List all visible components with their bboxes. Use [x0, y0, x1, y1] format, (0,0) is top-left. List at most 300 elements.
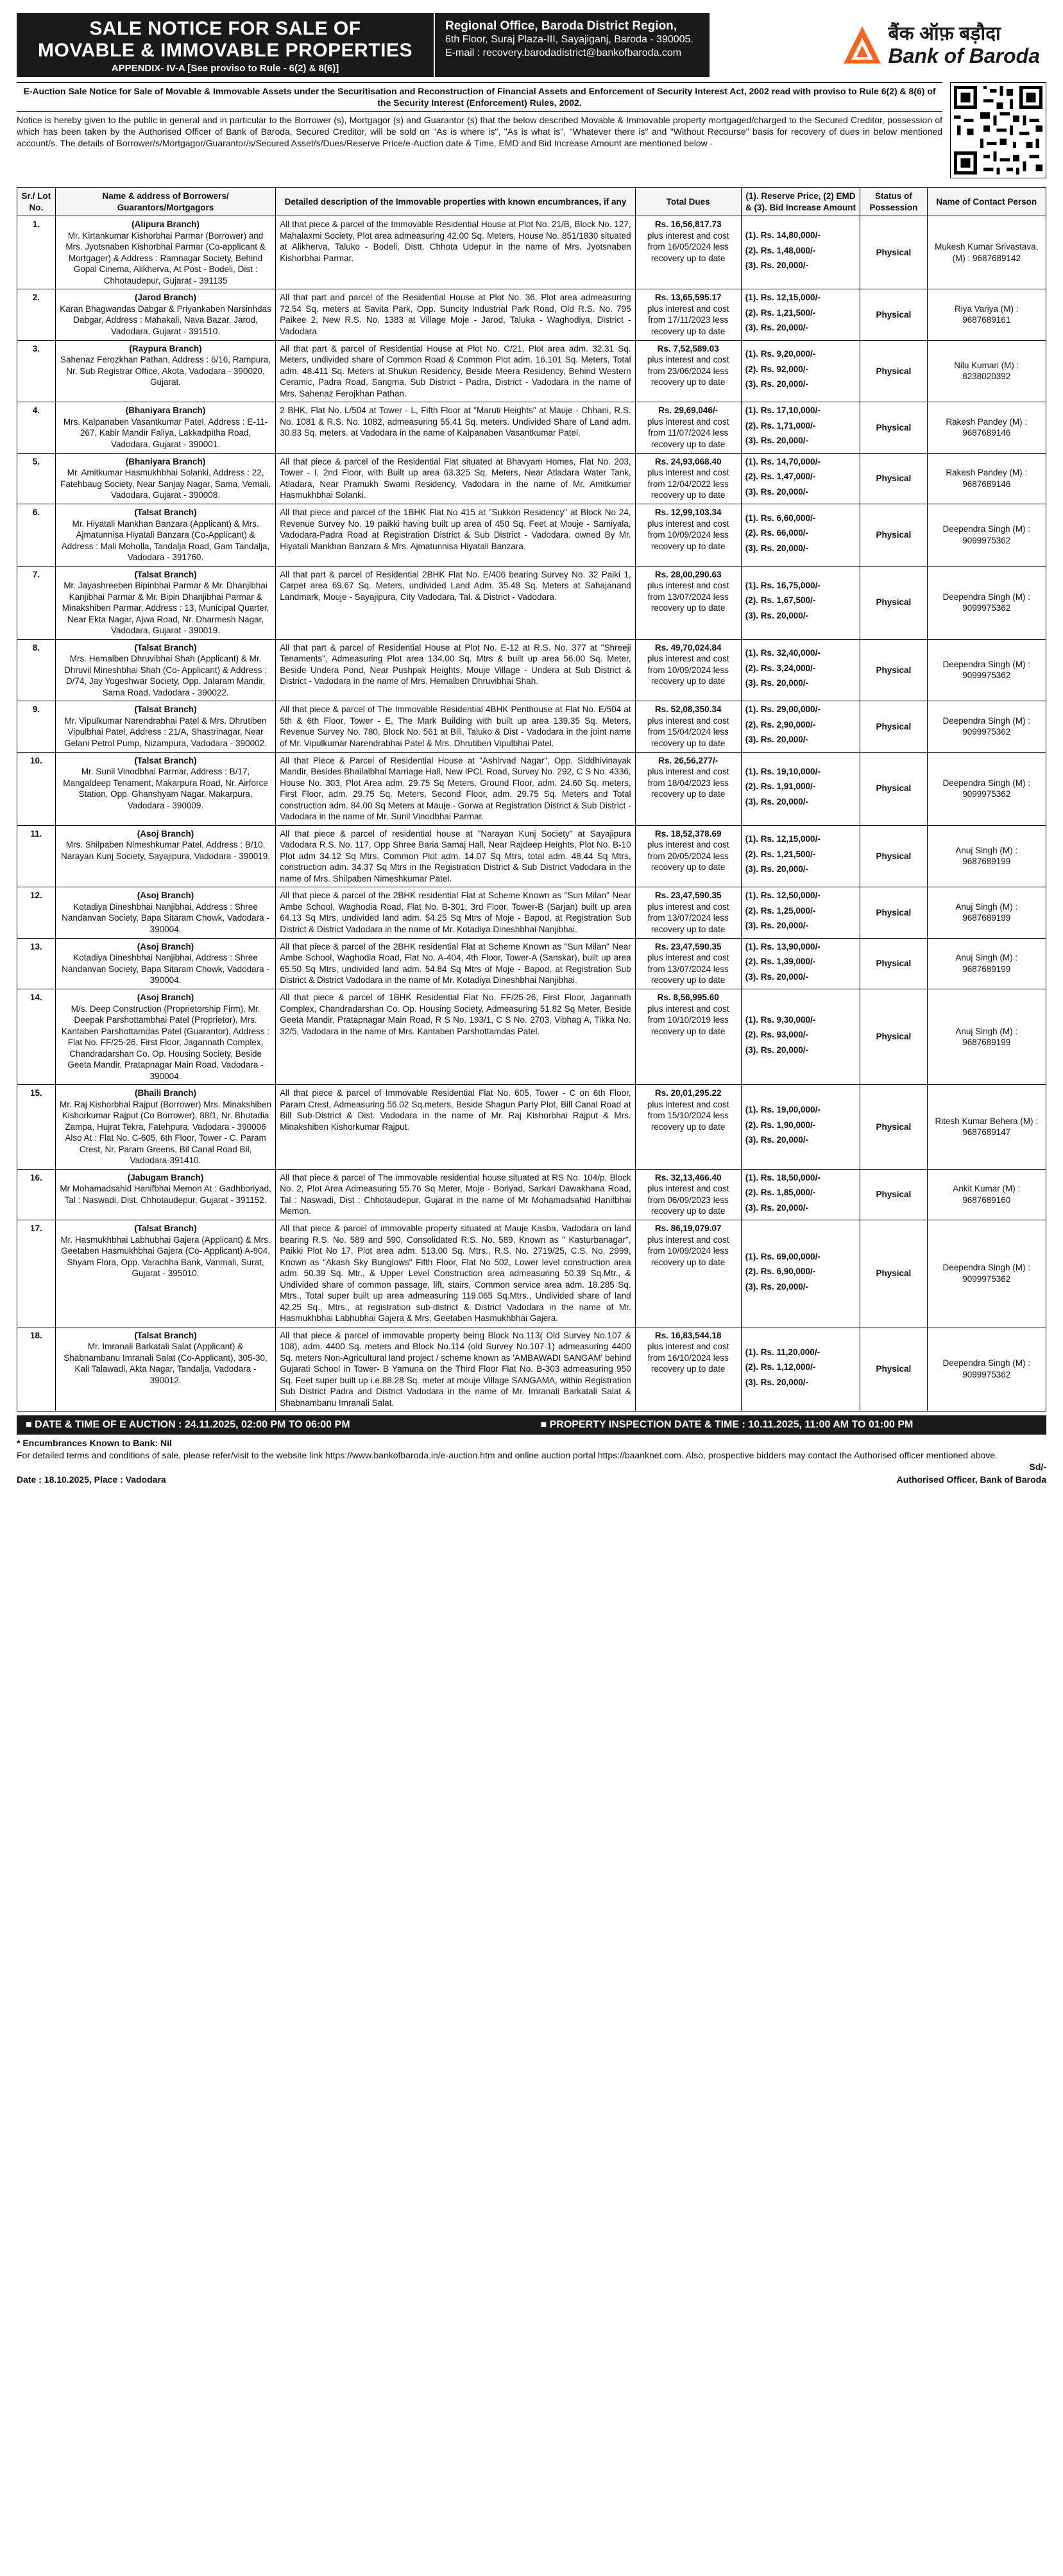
- branch-name: (Talsat Branch): [134, 755, 197, 765]
- reserve-price: (1). Rs. 9,20,000/-: [745, 349, 816, 359]
- contact-person: Ankit Kumar (M) : 9687689160: [927, 1169, 1046, 1220]
- possession-status: Physical: [860, 402, 927, 454]
- dues-amount: Rs. 8,56,995.60: [657, 993, 719, 1002]
- dues-note: plus interest and cost from 10/10/2019 less recovery up to date: [647, 1003, 729, 1036]
- bid-increase: (3). Rs. 20,000/-: [745, 486, 809, 497]
- bid-increase: (3). Rs. 20,000/-: [745, 1135, 809, 1145]
- table-row: [17, 989, 1046, 1085]
- dues-cell: [635, 752, 741, 825]
- borrower-details: Mr. Jayashreeben Bipinbhai Parmar & Mr. Dhanjibhai Kanjibhai Parmar & Mr. Bipin Dhanjibhai Parmar & Minakshiben Parmar, Address : 13, Municipal Quarter, Near Ekta Nagar, Ajwa Road, Nr. Dharmesh Nagar, Vadodara, Gujarat - 390019.: [62, 581, 269, 635]
- borrower-details: Mr. Sunil Vinodbhai Parmar, Address : B/17, Mangaldeep Tenament, Makarpura Road, Nr. Airforce Station, Opp. Ghanshyam Nagar, Makarpura, Vadodara - 390009.: [63, 767, 268, 810]
- lot-number: 15.: [17, 1085, 56, 1170]
- contact-person: Deependra Singh (M) : 9099975362: [927, 1220, 1046, 1327]
- office-address: 6th Floor, Suraj Plaza-III, Sayajiganj, Baroda - 390005.: [445, 34, 693, 45]
- table-row: [17, 701, 1046, 753]
- bid-increase: (3). Rs. 20,000/-: [745, 971, 809, 982]
- dues-cell: [635, 1220, 741, 1327]
- possession-status: Physical: [860, 1220, 927, 1327]
- dues-amount: Rs. 28,00,290.63: [654, 569, 722, 579]
- footer-notes: [17, 1437, 1046, 1462]
- dues-cell: [635, 453, 741, 504]
- office-name: Regional Office, Baroda District Region,: [445, 19, 677, 33]
- lot-number: 6.: [17, 504, 56, 567]
- title-line-3: APPENDIX- IV-A [See proviso to Rule - 6(2) & 8(6)]: [111, 63, 339, 74]
- logo-text-english: Bank of Baroda: [888, 44, 1040, 67]
- emd-amount: (2). Rs. 1,90,000/-: [745, 1120, 816, 1130]
- branch-name: (Talsat Branch): [134, 569, 197, 579]
- bid-increase: (3). Rs. 20,000/-: [745, 1202, 809, 1213]
- reserve-price: (1). Rs. 14,70,000/-: [745, 456, 821, 466]
- signature: Sd/-: [1029, 1462, 1046, 1472]
- borrower-cell: [55, 216, 275, 289]
- property-description: All that piece & parcel of immovable property situated at Mauje Kasba, Vadodara on land bearing R.S. No. 589 and 590, Consolidated R.S. No. 589, Known as " Kasturbanagar", Paikki Plot No 17, Plot area adm. 513.00 Sq. Mtrs., R.S. No. 2719/25, C.S. No. 2999, Known as "Akash Sky Bunglows" Fifth Floor, Flat No 502, Lower level construction area adm. 50.39 Sq. Mtr., & Upper Level Construction area admeasuring 50.39 Sq.Mtr., & Undivided share of common passage, lift, stairs, Common service area adm. 18.285 Sq. Mtrs., Total super built up area admeasuring 119.065 Sq.Mtrs., Undivided share of land 42.25 Sq., Mtrs., at registration sub-district & District Vadodara in the name of Mr. Hasmukhbhai Labhubhai Gajera & Mrs. Geetaben Hasmukhbhai Gajera.: [276, 1220, 635, 1327]
- branch-name: (Jabugam Branch): [127, 1172, 204, 1182]
- table-row: [17, 1220, 1046, 1327]
- dues-cell: [635, 289, 741, 341]
- possession-status: Physical: [860, 701, 927, 753]
- lot-number: 8.: [17, 639, 56, 701]
- borrower-cell: [55, 989, 275, 1085]
- col-header-possession: Status of Possession: [860, 188, 927, 216]
- branch-name: (Raypura Branch): [129, 343, 202, 354]
- emd-amount: (2). Rs. 1,91,000/-: [745, 781, 816, 792]
- sign-row: [17, 1474, 1046, 1485]
- emd-amount: (2). Rs. 93,000/-: [745, 1030, 809, 1040]
- borrower-cell: [55, 825, 275, 887]
- property-description: All that piece & parcel of the 2BHK residential Flat at Scheme Known as "Sun Milan" Near Ambe School, Waghodia Road, Flat No. A-404, 4th Floor, Tower-A (Sanskar), built up area 65.50 Sq Mtrs, undivided land adm. 54.84 Sq Mtrs of Moje - Bapod, at Registration Sub District & District Vadodara in the name of Mr. Kotadiya Dineshbhai Nanjibhai.: [276, 938, 635, 989]
- borrower-details: Mr. Amitkumar Hasmukhbhai Solanki, Address : 22, Fatehbaug Society, Near Sanjay Nagar, Sama, Vemali, Vadodara, Gujarat - 390008.: [60, 468, 271, 500]
- reserve-price: (1). Rs. 16,75,000/-: [745, 580, 821, 590]
- lot-number: 2.: [17, 289, 56, 341]
- branch-name: (Talsat Branch): [134, 1224, 197, 1233]
- price-cell: [741, 989, 860, 1085]
- intro-body: Notice is hereby given to the public in general and in particular to the Borrower (s), Mortgagor (s) and Guarantor (s) that the below described Movable & Immovable property mortgaged/charged to the Secured Creditor, possession of which has been taken by the Authorised Officer of Bank of Baroda, Secured Creditor, will be sold on "As is where is", "As is what is", "Whatever there is" and "Without Recourse" basis for recovery of dues in below mentioned account/s. The details of Borrower/s/Mortgagor/Guarantor/s/Secured Asset/s/Dues/Reserve Price/e-Auction date & Time, EMD and Bid Increase Amount are mentioned below -: [17, 115, 942, 148]
- lot-number: 7.: [17, 566, 56, 639]
- dues-amount: Rs. 52,08,350.34: [654, 704, 722, 714]
- table-row: [17, 752, 1046, 825]
- dues-amount: Rs. 18,52,378.69: [654, 828, 722, 839]
- dues-amount: Rs. 86,19,079.07: [654, 1224, 722, 1233]
- emd-amount: (2). Rs. 1,71,000/-: [745, 420, 816, 431]
- borrower-cell: [55, 701, 275, 753]
- price-cell: [741, 887, 860, 939]
- bid-increase: (3). Rs. 20,000/-: [745, 543, 809, 553]
- authorised-officer: Authorised Officer, Bank of Baroda: [896, 1474, 1046, 1485]
- col-header-dues: Total Dues: [635, 188, 741, 216]
- contact-person: Mukesh Kumar Srivastava, (M) : 9687689142: [927, 216, 1046, 289]
- reserve-price: (1). Rs. 32,40,000/-: [745, 648, 821, 658]
- terms-note: For detailed terms and conditions of sale, please refer/visit to the website link https://www.bankofbaroda.in/e-auction.htm and online auction portal https://baanknet.com. Also, prospective bidders may contact the Authorised officer mentioned above.: [17, 1450, 998, 1460]
- dues-amount: Rs. 32,13,466.40: [654, 1172, 722, 1182]
- reserve-price: (1). Rs. 19,00,000/-: [745, 1105, 821, 1114]
- lot-number: 1.: [17, 216, 56, 289]
- table-row: [17, 1169, 1046, 1220]
- borrower-cell: [55, 752, 275, 825]
- property-description: 2 BHK, Flat No. L/504 at Tower - L, Fifth Floor at "Maruti Heights" at Mauje - Chhani, R.S. No. 1081 & R.S. No. 1082, admeasuring 55.41 Sq. meters. Undivided Share of Land adm. 30.83 Sq. meters. at Vadodara in the name of Kalpanaben Vasantkumar Patel.: [276, 402, 635, 454]
- property-description: All that piece & parcel of The Immovable Residential 4BHK Penthouse at Flat No. E/504 at 5th & 6th Floor, Tower - E, The Mark Building with built up area 139.35 Sq. Meters, Revenue Survey No. 780, Block No. 561 at Bill, Taluko & Dist - Vadodara in the joint name of Mr. Vipulkumar Narendrabhai Patel & Mrs. Dhrutiben Vipulbhai Patel.: [276, 701, 635, 753]
- dues-cell: [635, 887, 741, 939]
- price-cell: [741, 566, 860, 639]
- borrower-cell: [55, 887, 275, 939]
- dues-note: plus interest and cost from 13/07/2024 less recovery up to date: [647, 581, 729, 613]
- price-cell: [741, 340, 860, 402]
- lot-number: 11.: [17, 825, 56, 887]
- branch-name: (Bhaili Branch): [135, 1088, 197, 1098]
- table-row: [17, 1327, 1046, 1412]
- possession-status: Physical: [860, 639, 927, 701]
- borrower-cell: [55, 938, 275, 989]
- table-row: [17, 938, 1046, 989]
- dues-amount: Rs. 12,99,103.34: [654, 508, 722, 517]
- borrower-cell: [55, 453, 275, 504]
- bank-logo-icon: [841, 24, 883, 66]
- intro-section: [17, 82, 1046, 178]
- notice-title-block: [17, 13, 434, 77]
- possession-status: Physical: [860, 566, 927, 639]
- dues-amount: Rs. 20,01,295.22: [654, 1088, 722, 1098]
- lot-number: 9.: [17, 701, 56, 753]
- table-header-row: [17, 188, 1046, 216]
- reserve-price: (1). Rs. 18,50,000/-: [745, 1172, 821, 1182]
- borrower-details: Kotadiya Dineshbhai Nanjibhai, Address : Shree Nandanvan Society, Bapa Sitaram Chowk, Vadodara - 390004.: [62, 953, 269, 985]
- bid-increase: (3). Rs. 20,000/-: [745, 1281, 809, 1292]
- borrower-cell: [55, 639, 275, 701]
- col-header-desc: Detailed description of the Immovable properties with known encumbrances, if any: [276, 188, 635, 216]
- title-line-1: SALE NOTICE FOR SALE OF: [89, 18, 361, 39]
- office-email: E-mail : recovery.barodadistrict@bankofbaroda.com: [445, 47, 682, 58]
- branch-name: (Talsat Branch): [134, 508, 197, 517]
- emd-amount: (2). Rs. 1,21,500/-: [745, 307, 816, 318]
- dues-cell: [635, 639, 741, 701]
- contact-person: Deependra Singh (M) : 9099975362: [927, 504, 1046, 567]
- lots-table: [17, 187, 1046, 1412]
- table-row: [17, 340, 1046, 402]
- dues-note: plus interest and cost from 18/04/2023 less recovery up to date: [647, 767, 729, 799]
- auction-dates-bar: [17, 1415, 1046, 1435]
- reserve-price: (1). Rs. 9,30,000/-: [745, 1014, 816, 1025]
- dues-note: plus interest and cost from 16/10/2024 less recovery up to date: [647, 1342, 729, 1374]
- reserve-price: (1). Rs. 12,15,000/-: [745, 293, 821, 302]
- reserve-price: (1). Rs. 69,00,000/-: [745, 1251, 821, 1261]
- emd-amount: (2). Rs. 3,24,000/-: [745, 663, 816, 673]
- reserve-price: (1). Rs. 29,00,000/-: [745, 704, 821, 714]
- borrower-cell: [55, 340, 275, 402]
- dues-cell: [635, 989, 741, 1085]
- dues-cell: [635, 1085, 741, 1170]
- possession-status: Physical: [860, 938, 927, 989]
- table-row: [17, 825, 1046, 887]
- dues-amount: Rs. 49,70,024.84: [654, 642, 722, 653]
- branch-name: (Asoj Branch): [137, 891, 194, 900]
- branch-name: (Asoj Branch): [137, 993, 194, 1002]
- property-description: All that piece & parcel of residential house at "Narayan Kunj Society" at Sayajipura Vadodara R.S. No. 117, Opp Shree Baria Samaj Hall, Near Rajdeep Heights, Plot No. B-10 Plot adm 34.12 Sq Mtrs, Common Plot adm. 14.07 Sq Mtrs, total adm. 48.44 Sq Mtrs, construction adm. 34.37 Sq Mtrs in the Registration District & Sub District Vadodara in the name of Mrs. Shilpaben Nimeshkumar Patel.: [276, 825, 635, 887]
- price-cell: [741, 1169, 860, 1220]
- dues-amount: Rs. 24,93,068.40: [654, 456, 722, 466]
- possession-status: Physical: [860, 1085, 927, 1170]
- possession-status: Physical: [860, 1169, 927, 1220]
- dues-cell: [635, 216, 741, 289]
- dues-cell: [635, 1169, 741, 1220]
- emd-amount: (2). Rs. 1,47,000/-: [745, 472, 816, 481]
- dues-cell: [635, 402, 741, 454]
- possession-status: Physical: [860, 989, 927, 1085]
- branch-name: (Jarod Branch): [135, 293, 197, 302]
- bid-increase: (3). Rs. 20,000/-: [745, 610, 809, 620]
- bid-increase: (3). Rs. 20,000/-: [745, 436, 809, 445]
- emd-amount: (2). Rs. 2,90,000/-: [745, 719, 816, 729]
- dues-note: plus interest and cost from 13/07/2024 less recovery up to date: [647, 953, 729, 985]
- lot-number: 13.: [17, 938, 56, 989]
- price-cell: [741, 504, 860, 567]
- logo-text-hindi: बैंक ऑफ़ बड़ौदा: [888, 23, 1001, 44]
- dues-note: plus interest and cost from 06/09/2023 less recovery up to date: [647, 1184, 729, 1216]
- lot-number: 5.: [17, 453, 56, 504]
- borrower-cell: [55, 1085, 275, 1170]
- price-cell: [741, 402, 860, 454]
- borrower-cell: [55, 1327, 275, 1412]
- emd-amount: (2). Rs. 66,000/-: [745, 528, 809, 538]
- dues-amount: Rs. 7,52,589.03: [657, 343, 719, 354]
- property-description: All that part & parcel of Residential House at Plot No. E-12 at R.S. No. 377 at "Shreeji Tenaments", Admeasuring Plot area 134.00 Sq. Mtrs & built up area 56.00 Sq. Meter, Beside Undera Pond, Near Pushpak Heights, Mouje Village - Undera at Sub District & District - Vadodara in the name of Mrs. Hemalben Dhruvibhai Shah.: [276, 639, 635, 701]
- bid-increase: (3). Rs. 20,000/-: [745, 379, 809, 389]
- property-description: All that part & parcel of Residential House at Plot No. C/21, Plot area adm. 32.31 Sq. Meters, undivided share of Common Road & Common Plot adm. 16.101 Sq. Meters, Total adm. 48.411 Sq. Meters at Shukun Residency, Beside Meera Residency, Behind Western Ceramic, Padra Road, Sangma, Sub District - Padra, District - Vadodara in the name of Mrs. Sahenaz Ferojkhan Pathan.: [276, 340, 635, 402]
- bank-logo-area: [710, 13, 1046, 77]
- table-row: [17, 639, 1046, 701]
- bid-increase: (3). Rs. 20,000/-: [745, 1045, 809, 1055]
- property-description: All that Piece & Parcel of Residential House at "Ashirvad Nagar", Opp. Siddhivinayak Mandir, Besides Bhailalbhai Marriage Hall, New IPCL Road, Survey No. 292, C S No. 4336, House No. 303, Plot Area adm. 29.75 Sq Meters, Ground Floor, adm. 24.60 Sq. meters, First Floor, adm. 29.75 Sq. Meters, Second Floor, adm. 29.75 Sq. Meters and Total construction adm. 84.00 Sq Meters at Mauje - Gorwa at Registration District & Sub District - Vadodara in the name of Mr. Sunil Vinodbhai Parmar.: [276, 752, 635, 825]
- lot-number: 14.: [17, 989, 56, 1085]
- price-cell: [741, 1327, 860, 1412]
- price-cell: [741, 752, 860, 825]
- borrower-details: Mr Mohamadsahid Hanifbhai Memon At : Gadhboriyad, Tal : Naswadi, Dist. Chhotaudepur, Gujarat - 391152.: [60, 1184, 271, 1205]
- table-row: [17, 216, 1046, 289]
- bid-increase: (3). Rs. 20,000/-: [745, 323, 809, 332]
- lot-number: 4.: [17, 402, 56, 454]
- dues-note: plus interest and cost from 15/10/2024 less recovery up to date: [647, 1099, 729, 1132]
- bid-increase: (3). Rs. 20,000/-: [745, 735, 809, 744]
- branch-name: (Bhaniyara Branch): [125, 405, 206, 415]
- borrower-cell: [55, 289, 275, 341]
- dues-note: plus interest and cost from 10/09/2024 less recovery up to date: [647, 518, 729, 551]
- reserve-price: (1). Rs. 12,50,000/-: [745, 891, 821, 900]
- dues-amount: Rs. 23,47,590.35: [654, 891, 722, 900]
- contact-person: Rakesh Pandey (M) : 9687689146: [927, 453, 1046, 504]
- borrower-details: Kotadiya Dineshbhai Nanjibhai, Address : Shree Nandanvan Society, Bapa Sitaram Chowk, Vadodara - 390004.: [62, 901, 269, 934]
- borrower-details: Mrs. Kalpanaben Vasantkumar Patel, Address : E-11-267, Kabir Mandir Faliya, Lakkadpitha Road, Vadodara, Gujarat - 390001.: [63, 416, 268, 449]
- inspection-date: ■ PROPERTY INSPECTION DATE & TIME : 10.11.2025, 11:00 AM TO 01:00 PM: [540, 1419, 914, 1430]
- dues-cell: [635, 938, 741, 989]
- table-row: [17, 289, 1046, 341]
- reserve-price: (1). Rs. 13,90,000/-: [745, 941, 821, 951]
- borrower-details: Mr. Vipulkumar Narendrabhai Patel & Mrs. Dhrutiben Vipulbhai Patel, Address : 21/A, Shastrinagar, Near Gelani Petrol Pump, Nizampura, Vadodara - 390002.: [64, 715, 267, 748]
- contact-person: Ritesh Kumar Behera (M) : 9687689147: [927, 1085, 1046, 1170]
- property-description: All that piece and parcel of the 1BHK Flat No 415 at "Sukkon Residency" at Block No 24, Revenue Survey No. 19 paikki having built up area of 450 Sq. Feet at Mouje - Samiyala, Vadodara-Padra Road at Registration District & Sub District - Vadodara. owned By Mr. Hiyatali Mankhan Banzara & Mrs. Ajmatunnisa Hiyatali Banzara.: [276, 504, 635, 567]
- price-cell: [741, 453, 860, 504]
- reserve-price: (1). Rs. 11,20,000/-: [745, 1347, 821, 1357]
- dues-note: plus interest and cost from 16/05/2024 less recovery up to date: [647, 230, 729, 263]
- dues-amount: Rs. 29,69,046/-: [658, 405, 719, 415]
- bank-logo: [841, 23, 1040, 67]
- table-row: [17, 504, 1046, 567]
- contact-person: Deependra Singh (M) : 9099975362: [927, 701, 1046, 753]
- borrower-details: Sahenaz Ferozkhan Pathan, Address : 6/16, Rampura, Nr. Sub Registrar Office, Akota, Vadodara - 390020, Gujarat.: [60, 355, 271, 387]
- price-cell: [741, 289, 860, 341]
- borrower-cell: [55, 1169, 275, 1220]
- dues-cell: [635, 566, 741, 639]
- emd-amount: (2). Rs. 6,90,000/-: [745, 1267, 816, 1276]
- property-description: All that piece & parcel of the 2BHK residential Flat at Scheme Known as "Sun Milan" Near Ambe School, Waghodia Road, Flat No. B-301, 3rd Floor, Tower-B (Sarjan) built up area 64.13 Sq Mtrs, undivided land adm. 54.25 Sq Mtrs of Moje - Bapod, at Registration Sub District & District Vadodara in the name of Mr. Kotadiya Dineshbhai Nanjibhai.: [276, 887, 635, 939]
- price-cell: [741, 639, 860, 701]
- lot-number: 17.: [17, 1220, 56, 1327]
- price-cell: [741, 701, 860, 753]
- possession-status: Physical: [860, 216, 927, 289]
- borrower-cell: [55, 1220, 275, 1327]
- branch-name: (Talsat Branch): [134, 1330, 197, 1340]
- property-description: All that part and parcel of the Residential House at Plot No. 36, Plot area admeasuring 72.54 Sq. meters at Savita Park, Opp. Suncity Industrial Park Road, Old R.S. No. 795 Paikee 2, New R.S. No. 1383 at Village Moje - Jarod, Taluka - Waghodiya, District - Vadodara.: [276, 289, 635, 341]
- lot-number: 10.: [17, 752, 56, 825]
- dues-amount: Rs. 13,65,595.17: [654, 293, 722, 302]
- lots-table-body: [17, 216, 1046, 1412]
- borrower-details: Mr. Kirtankumar Kishorbhai Parmar (Borrower) and Mrs. Jyotsnaben Kishorbhai Parmar (Co-applicant & Mortgager) & Address : Ramnagar Society, Behind Gopal Cinema, Alikherva, At Post - Bodeli, Dist : Chhotaudepur, Gujarat - 391135: [65, 230, 266, 286]
- price-cell: [741, 938, 860, 989]
- emd-amount: (2). Rs. 1,12,000/-: [745, 1362, 816, 1372]
- possession-status: Physical: [860, 1327, 927, 1412]
- dues-cell: [635, 340, 741, 402]
- borrower-details: Mr. Raj Kishorbhai Rajput (Borrower) Mrs. Minakshiben Kishorkumar Rajput (Co Borrower), 88/1, Nr. Bhutadia Zampa, Hujrat Tekra, Fatehpura, Vadodara - 390006 Also At : Flat No. C-605, 6th Floor, Tower - C, Param Crest, Nr. Param Greens, Bil Canal Road Bil, Vadodara-391410.: [59, 1099, 272, 1165]
- dues-cell: [635, 825, 741, 887]
- date-place: Date : 18.10.2025, Place : Vadodara: [17, 1474, 166, 1485]
- property-description: All that part & parcel of Residential 2BHK Flat No. E/406 bearing Survey No. 32 Paiki 1, Carpet area 69.67 Sq. Meters, undivided Land Adm. 35.48 Sq. Meters at Sahajanand Landmark, Mouje - Sayajipura, City Vadodara, Tal. & District - Vadodara.: [276, 566, 635, 639]
- dues-amount: Rs. 16,56,817.73: [654, 219, 722, 229]
- dues-note: plus interest and cost from 17/11/2023 less recovery up to date: [647, 303, 729, 336]
- office-address-block: [434, 13, 710, 77]
- intro-heading: E-Auction Sale Notice for Sale of Movable & Immovable Assets under the Securitisation and Reconstruction of Financial Assets and Enforcement of Security Interest Act, 2002 read with proviso to Rule 6(2) & 8(6) of the Security Interest (Enforcement) Rules, 2002.: [17, 82, 942, 112]
- dues-amount: Rs. 26,56,277/-: [658, 755, 719, 765]
- bid-increase: (3). Rs. 20,000/-: [745, 678, 809, 688]
- reserve-price: (1). Rs. 14,80,000/-: [745, 230, 821, 241]
- borrower-details: Mr. Hasmukhbhai Labhubhai Gajera (Applicant) & Mrs. Geetaben Hasmukhbhai Gajera (Co- Applicant) A-904, Shyam Flora, Opp. Varachha Bank, Vanmali, Surat, Gujarat - 395010.: [60, 1234, 271, 1278]
- possession-status: Physical: [860, 825, 927, 887]
- title-line-2: MOVABLE & IMMOVABLE PROPERTIES: [38, 40, 412, 61]
- contact-person: Nilu Kumari (M) : 8238020392: [927, 340, 1046, 402]
- lot-number: 12.: [17, 887, 56, 939]
- branch-name: (Bhaniyara Branch): [125, 456, 206, 466]
- bid-increase: (3). Rs. 20,000/-: [745, 1377, 809, 1387]
- col-header-contact: Name of Contact Person: [927, 188, 1046, 216]
- emd-amount: (2). Rs. 92,000/-: [745, 364, 809, 374]
- dues-note: plus interest and cost from 15/04/2024 less recovery up to date: [647, 715, 729, 748]
- branch-name: (Talsat Branch): [134, 704, 197, 714]
- contact-person: Riya Variya (M) : 9687689161: [927, 289, 1046, 341]
- borrower-details: Karan Bhagwandas Dabgar & Priyankaben Narsinhdas Dabgar, Address : Mahakali, Nava Bazar, Jarod, Vadodara, Gujarat - 391510.: [60, 303, 271, 336]
- dues-note: plus interest and cost from 10/09/2024 less recovery up to date: [647, 654, 729, 686]
- notice-header: [17, 13, 1046, 77]
- auction-date: ■ DATE & TIME OF E AUCTION : 24.11.2025, 02:00 PM TO 06:00 PM: [26, 1419, 350, 1430]
- col-header-name: Name & address of Borrowers/ Guarantors/Mortgagors: [55, 188, 275, 216]
- price-cell: [741, 825, 860, 887]
- table-row: [17, 1085, 1046, 1170]
- possession-status: Physical: [860, 504, 927, 567]
- borrower-details: Mr. Hiyatali Mankhan Banzara (Applicant) & Mrs. Ajmatunnisa Hiyatali Banzara (Co-Applicant) & Address : Mali Moholla, Tandalja Road, Gam Tandalja, Vadodara - 391760.: [61, 518, 270, 562]
- dues-note: plus interest and cost from 10/09/2024 less recovery up to date: [647, 1234, 729, 1267]
- emd-amount: (2). Rs. 1,85,000/-: [745, 1188, 816, 1197]
- contact-person: Deependra Singh (M) : 9099975362: [927, 639, 1046, 701]
- property-description: All that piece & parcel of The immovable residential house situated at RS No. 104/p, Block No. 2, Plot Area Admeasuring 55.76 Sq Meter, Moje - Boriyad, Sarkari Dawakhana Road, Tal : Naswadi, Dist : Chhotaudepur, Gujarat in the name of Mr Mohamadsahid Hanifbhai Memon.: [276, 1169, 635, 1220]
- dues-cell: [635, 1327, 741, 1412]
- property-description: All that piece & parcel of the Immovable Residential House at Plot No. 21/B, Block No. 127, Mahalaxmi Society, Plot area admeasuring 42.00 Sq. Meters, House No. 851/1830 situated at Alikherva, Taluko - Bodeli, Distt. Chhota Udepur in the name of Mrs. Jyotsnaben Kishorbhai Parmar.: [276, 216, 635, 289]
- dues-amount: Rs. 16,83,544.18: [654, 1330, 722, 1340]
- bid-increase: (3). Rs. 20,000/-: [745, 864, 809, 874]
- col-header-price: (1). Reserve Price, (2) EMD & (3). Bid Increase Amount: [741, 188, 860, 216]
- possession-status: Physical: [860, 887, 927, 939]
- bid-increase: (3). Rs. 20,000/-: [745, 260, 809, 271]
- borrower-cell: [55, 566, 275, 639]
- contact-person: Deependra Singh (M) : 9099975362: [927, 752, 1046, 825]
- dues-amount: Rs. 23,47,590.35: [654, 941, 722, 951]
- bid-increase: (3). Rs. 20,000/-: [745, 921, 809, 930]
- dues-note: plus interest and cost from 20/05/2024 less recovery up to date: [647, 840, 729, 872]
- possession-status: Physical: [860, 340, 927, 402]
- lot-number: 16.: [17, 1169, 56, 1220]
- lot-number: 3.: [17, 340, 56, 402]
- emd-amount: (2). Rs. 1,48,000/-: [745, 245, 816, 255]
- dues-cell: [635, 504, 741, 567]
- col-header-sr: Sr./ Lot No.: [17, 188, 56, 216]
- contact-person: Anuj Singh (M) : 9687689199: [927, 989, 1046, 1085]
- contact-person: Anuj Singh (M) : 9687689199: [927, 825, 1046, 887]
- borrower-details: Mrs. Shilpaben Nimeshkumar Patel, Address : B/10, Narayan Kunj Society, Sayajipura, Vadodara - 390019.: [61, 840, 270, 861]
- table-row: [17, 887, 1046, 939]
- borrower-details: M/s. Deep Construction (Proprietorship Firm), Mr. Deepak Parshottambhai Patel (Proprietor), Mrs. Kantaben Parshottamdas Patel (Guarantor), Address : Flat No. FF/25-26, First Floor, Jagannath Complex, Chandradarshan Co. Op. Housing Society, Beside Geeta Mandir, Pratapnagar Main Road, Vadodara - 390004.: [61, 1003, 270, 1081]
- contact-person: Rakesh Pandey (M) : 9687689146: [927, 402, 1046, 454]
- contact-person: Deependra Singh (M) : 9099975362: [927, 1327, 1046, 1412]
- possession-status: Physical: [860, 289, 927, 341]
- branch-name: (Alipura Branch): [132, 219, 200, 229]
- emd-amount: (2). Rs. 1,39,000/-: [745, 957, 816, 966]
- property-description: All that piece & parcel of immovable property being Block No.113( Old Survey No.107 & 108), adm. 4400 Sq. meters and Block No.114 (old Survey No.107-1) admeasuring 4400 Sq. meters Non-Agricultural land project / scheme known as 'AMBAWADI SANGAM' behind Gujarati School in Tower- B Yamuna on the Third Floor Flat No. B-303 admeasuring 950 Sq. Feet super built up i.e.88.28 Sq. meter at mouje Village SANGAMA, within Registration Sub District Padra and District Vadodara in the name of Mr. Imranali Barkatali Salat & Shabnambanu Imranali Salat.: [276, 1327, 635, 1412]
- borrower-details: Mrs. Hemalben Dhruvibhai Shah (Applicant) & Mr. Dhruvil Mineshbhai Shah (Co- Applicant) & Address : D/74, Jay Yogeshwar Society, Opp. Jalaram Mandir, Sama Road, Vadodara - 390022.: [64, 654, 267, 697]
- branch-name: (Asoj Branch): [137, 941, 194, 951]
- encumbrances-note: * Encumbrances Known to Bank: Nil: [17, 1438, 172, 1448]
- price-cell: [741, 216, 860, 289]
- dues-note: plus interest and cost from 13/07/2024 less recovery up to date: [647, 901, 729, 934]
- dues-note: plus interest and cost from 12/04/2022 less recovery up to date: [647, 468, 729, 500]
- reserve-price: (1). Rs. 17,10,000/-: [745, 405, 821, 415]
- contact-person: Deependra Singh (M) : 9099975362: [927, 566, 1046, 639]
- reserve-price: (1). Rs. 6,60,000/-: [745, 513, 816, 523]
- dues-cell: [635, 701, 741, 753]
- price-cell: [741, 1220, 860, 1327]
- emd-amount: (2). Rs. 1,67,500/-: [745, 595, 816, 606]
- property-description: All that piece & parcel of 1BHK Residential Flat No. FF/25-26, First Floor, Jagannath Complex, Chandradarshan Co. Op. Housing Society, Admeasuring 51.82 Sq Meter, Beside Geeta Mandir, Pratapnagar Main Road, R S No. 193/1, C S No. 2703, Vibhag A, Tikka No. 32/5, Vadodara in the name of Mrs. Kantaben Parshottamdas Patel.: [276, 989, 635, 1085]
- property-description: All that piece & parcel of Immovable Residential Flat No. 605, Tower - C on 6th Floor, Param Crest, Admeasuring 56.02 Sq.meters, Beside Shagun Party Plot, Bill Canal Road at Bill Sub-District & Dist. Vadodara in the name of Mr. Raj Kishorbhai Rajput & Mrs. Minakshiben Kishorkumar Rajput.: [276, 1085, 635, 1170]
- table-row: [17, 566, 1046, 639]
- possession-status: Physical: [860, 752, 927, 825]
- property-description: All that piece & parcel of the Residential Flat situated at Bhavyam Homes, Flat No. 203, Tower - I, 2nd Floor, with Built up area 63.325 Sq. Meters, Near Atladara Water Tank, Atladara, Near Pramukh Swami Residency, Vadodara in the name of Mr. Amitkumar Hasmukhbhai Solanki.: [276, 453, 635, 504]
- table-row: [17, 402, 1046, 454]
- dues-note: plus interest and cost from 11/07/2024 less recovery up to date: [647, 416, 729, 449]
- table-row: [17, 453, 1046, 504]
- borrower-cell: [55, 504, 275, 567]
- reserve-price: (1). Rs. 19,10,000/-: [745, 766, 821, 776]
- branch-name: (Talsat Branch): [134, 642, 197, 653]
- borrower-cell: [55, 402, 275, 454]
- reserve-price: (1). Rs. 12,15,000/-: [745, 834, 821, 844]
- qr-code: [950, 82, 1046, 178]
- borrower-details: Mr. Imranali Barkatali Salat (Applicant) & Shabnambanu Imranali Salat (Co-Applicant), 305-30, Kali Talawadi, Akta Nagar, Tandalja, Vadodara - 390012.: [64, 1342, 268, 1385]
- bid-increase: (3). Rs. 20,000/-: [745, 796, 809, 806]
- lot-number: 18.: [17, 1327, 56, 1412]
